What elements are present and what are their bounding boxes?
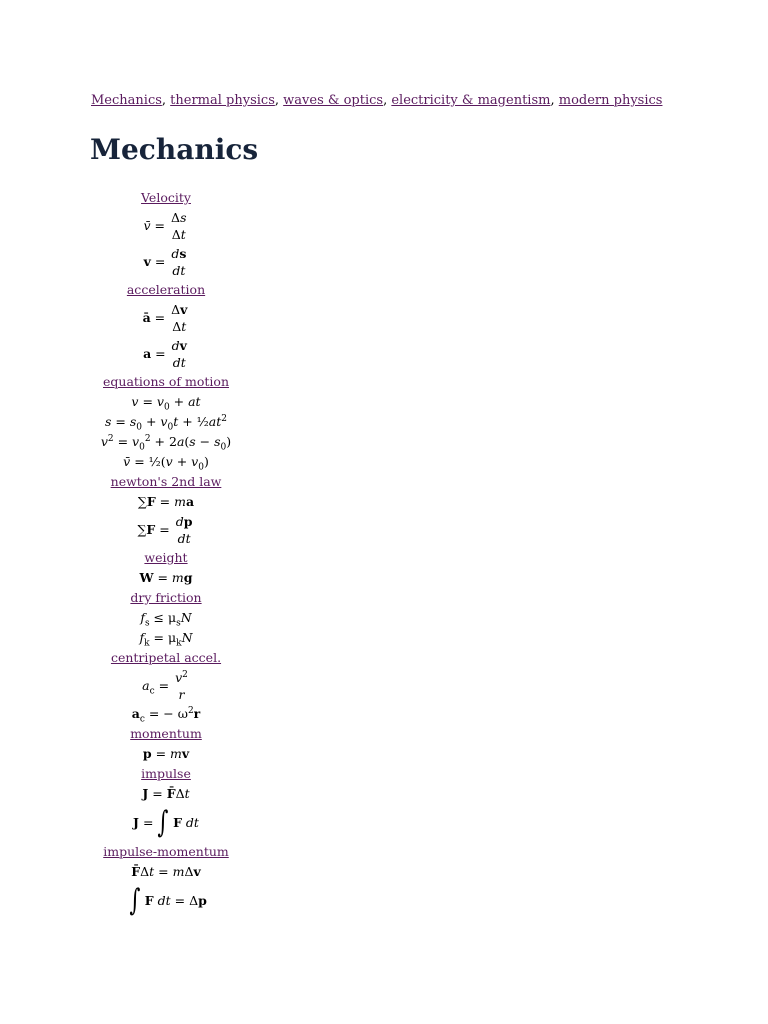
section-link-impulse-momentum[interactable]: impulse-momentum <box>103 844 229 859</box>
nav-separator: , <box>383 93 388 108</box>
nav-separator: , <box>274 93 280 108</box>
section-link-centripetal-accel[interactable]: centripetal accel. <box>110 650 222 665</box>
formula-kinetic-friction: $f_k = \mu_kN$ <box>139 630 193 649</box>
nav-link-electricity-magnetism[interactable]: electricity & magentism <box>391 93 551 108</box>
nav-link-thermal-physics[interactable]: thermal physics <box>170 93 275 108</box>
formula-velocity-position: $v^2 = v_0^2 + 2a(s - s_0)$ <box>100 433 232 453</box>
formula-centripetal-vector: $a_c$ = − $\omega^2r$ <box>131 705 201 725</box>
formula-average-velocity: v̄ = Δs Δt <box>143 210 187 242</box>
formula-average-acceleration: ā = Δv Δt <box>142 302 188 334</box>
nav-link-waves-optics[interactable]: waves & optics <box>283 93 384 108</box>
formula-instant-velocity: v = ds dt <box>143 246 187 278</box>
nav-link-modern-physics[interactable]: modern physics <box>558 93 663 108</box>
formula-mean-velocity: v̄ = ½(v + $v_0$) <box>123 454 209 473</box>
formula-impulse-momentum-average: F̄Δt = mΔv <box>131 864 201 879</box>
section-link-newtons-2nd-law[interactable]: newton's 2nd law <box>110 474 222 489</box>
nav-separator: , <box>550 93 555 108</box>
formula-impulse-average: J = F̄Δt <box>142 786 190 801</box>
formula-static-friction: $f_s \le \mu_sN$ <box>140 610 192 629</box>
formula-impulse-integral: J = ∫ F dt <box>133 805 199 840</box>
section-link-momentum[interactable]: momentum <box>130 726 202 741</box>
section-link-weight[interactable]: weight <box>144 550 188 565</box>
section-link-acceleration[interactable]: acceleration <box>126 282 206 297</box>
nav-link-mechanics[interactable]: Mechanics <box>91 93 162 108</box>
section-link-impulse[interactable]: impulse <box>141 766 191 781</box>
formula-list <box>90 188 242 920</box>
integral-sign-icon: ∫ <box>129 883 141 918</box>
formula-centripetal-magnitude: $a_c$ = $v^2$ r <box>142 669 188 702</box>
page-title: Mechanics <box>90 133 259 166</box>
formula-position-time: $s = s_0 + v_0t$ + $\frac{1}{2}at^2$ <box>104 413 227 433</box>
formula-instant-acceleration: a = dv dt <box>143 338 187 370</box>
formula-net-force: ∑F = ma <box>137 494 195 509</box>
formula-weight: W = mg <box>139 570 193 585</box>
formula-velocity-time: $v = v_0$ + at <box>131 394 201 413</box>
integral-sign-icon: ∫ <box>157 805 169 840</box>
nav-separator: , <box>161 93 167 108</box>
formula-force-momentum-rate: ∑F = dp dt <box>137 514 193 546</box>
section-link-equations-of-motion[interactable]: equations of motion <box>103 374 229 389</box>
formula-momentum: p = mv <box>142 746 190 761</box>
section-link-dry-friction[interactable]: dry friction <box>130 590 202 605</box>
formula-impulse-momentum-integral: ∫ F dt = Δp <box>129 883 207 918</box>
section-link-velocity[interactable]: Velocity <box>141 190 191 205</box>
topic-navigation <box>91 92 711 110</box>
